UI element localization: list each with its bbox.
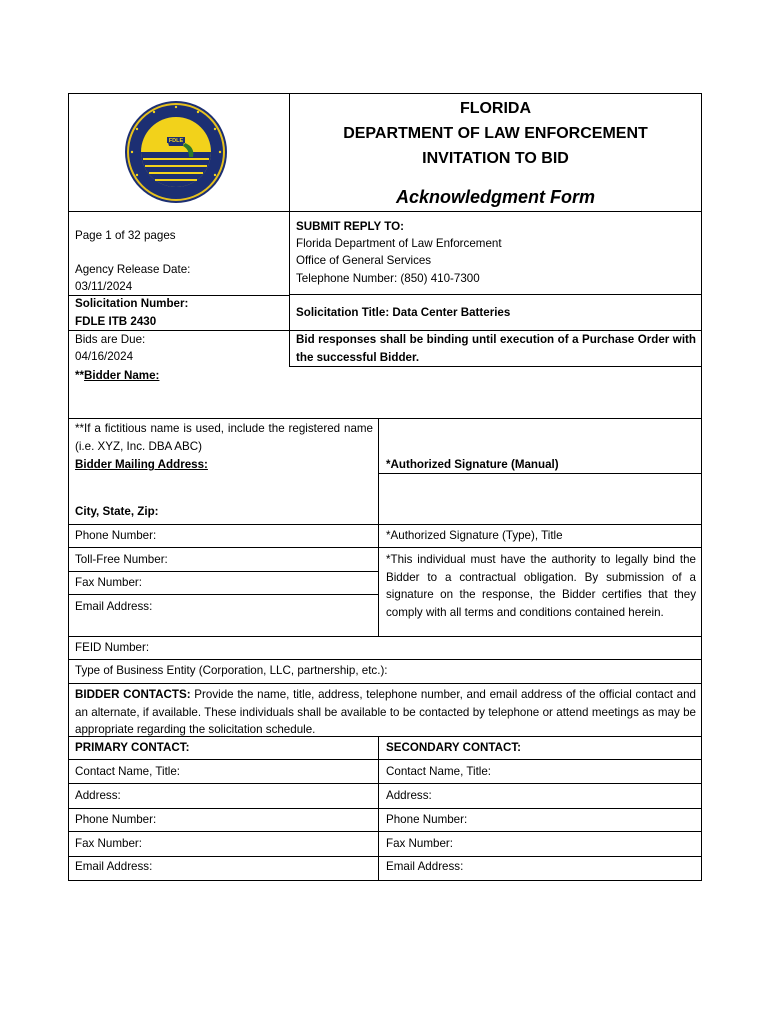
fax-label: Fax Number: bbox=[75, 576, 143, 589]
primary-address-label: Address: bbox=[75, 789, 121, 802]
primary-phone-label: Phone Number: bbox=[75, 813, 157, 826]
submit-line-2: Office of General Services bbox=[296, 254, 432, 267]
submit-line-3: Telephone Number: (850) 410-7300 bbox=[296, 272, 480, 285]
bidder-name-text: Bidder Name: bbox=[84, 369, 160, 382]
binding-note: Bid responses shall be binding until execution of a Purchase Order with the successful Bidder. bbox=[296, 333, 696, 364]
phone-label: Phone Number: bbox=[75, 529, 157, 542]
fdle-seal-logo bbox=[123, 99, 229, 205]
primary-contact-heading: PRIMARY CONTACT: bbox=[75, 741, 190, 754]
email-label: Email Address: bbox=[75, 600, 153, 613]
bidder-contacts-text: Provide the name, title, address, telephone number, and email address of the official contact and an alternate, if available. These individuals shall be available to be contacted by telephone or attend meetings as may be appropriate regarding the solicitation schedule. bbox=[75, 688, 696, 736]
submit-reply-heading: SUBMIT REPLY TO: bbox=[296, 220, 405, 233]
primary-fax-label: Fax Number: bbox=[75, 837, 143, 850]
secondary-contact-name-label: Contact Name, Title: bbox=[386, 765, 492, 778]
bidder-name-prefix: ** bbox=[75, 369, 85, 382]
submit-line-1: Florida Department of Law Enforcement bbox=[296, 237, 502, 250]
page-info: Page 1 of 32 pages bbox=[75, 229, 176, 242]
bidder-contacts-intro bbox=[75, 686, 696, 739]
svg-text:FDLE: FDLE bbox=[168, 138, 184, 144]
secondary-email-label: Email Address: bbox=[386, 860, 464, 873]
solicitation-number: FDLE ITB 2430 bbox=[75, 315, 157, 328]
tollfree-label: Toll-Free Number: bbox=[75, 553, 168, 566]
bids-due-date: 04/16/2024 bbox=[75, 350, 134, 363]
solicitation-title: Solicitation Title: Data Center Batteries bbox=[296, 306, 511, 319]
secondary-address-label: Address: bbox=[386, 789, 432, 802]
authority-note: *This individual must have the authority to legally bind the Bidder to a contractual obligation. By submission of a signature on the response, the Bidder certifies that they comply with all terms and conditions contained herein. bbox=[386, 553, 696, 619]
business-type-label: Type of Business Entity (Corporation, LLC, partnership, etc.): bbox=[75, 664, 388, 677]
form-title: Acknowledgment Form bbox=[395, 187, 596, 207]
secondary-phone-label: Phone Number: bbox=[386, 813, 468, 826]
header-state: FLORIDA bbox=[459, 100, 532, 117]
feid-label: FEID Number: bbox=[75, 641, 150, 654]
bidder-name-field[interactable] bbox=[70, 385, 700, 417]
release-date: 03/11/2024 bbox=[75, 280, 133, 293]
bids-due-label: Bids are Due: bbox=[75, 333, 146, 346]
manual-signature-label: *Authorized Signature (Manual) bbox=[386, 458, 559, 471]
bidder-name-label bbox=[75, 367, 159, 385]
city-state-zip-label: City, State, Zip: bbox=[75, 505, 159, 518]
typed-signature-label: *Authorized Signature (Type), Title bbox=[386, 529, 563, 542]
secondary-contact-heading: SECONDARY CONTACT: bbox=[386, 741, 522, 754]
primary-email-label: Email Address: bbox=[75, 860, 153, 873]
primary-contact-name-label: Contact Name, Title: bbox=[75, 765, 181, 778]
mailing-address-label: Bidder Mailing Address: bbox=[75, 458, 208, 471]
header-department: DEPARTMENT OF LAW ENFORCEMENT bbox=[343, 125, 648, 142]
fictitious-name-note: **If a fictitious name is used, include the registered name (i.e. XYZ, Inc. DBA ABC) bbox=[75, 422, 373, 453]
header-invitation: INVITATION TO BID bbox=[422, 150, 569, 167]
solicitation-number-label: Solicitation Number: bbox=[75, 297, 189, 310]
manual-signature-field[interactable] bbox=[380, 475, 700, 523]
bidder-contacts-heading: BIDDER CONTACTS: bbox=[75, 688, 191, 701]
mailing-address-field[interactable] bbox=[70, 474, 376, 502]
release-date-label: Agency Release Date: bbox=[75, 263, 191, 276]
secondary-fax-label: Fax Number: bbox=[386, 837, 454, 850]
